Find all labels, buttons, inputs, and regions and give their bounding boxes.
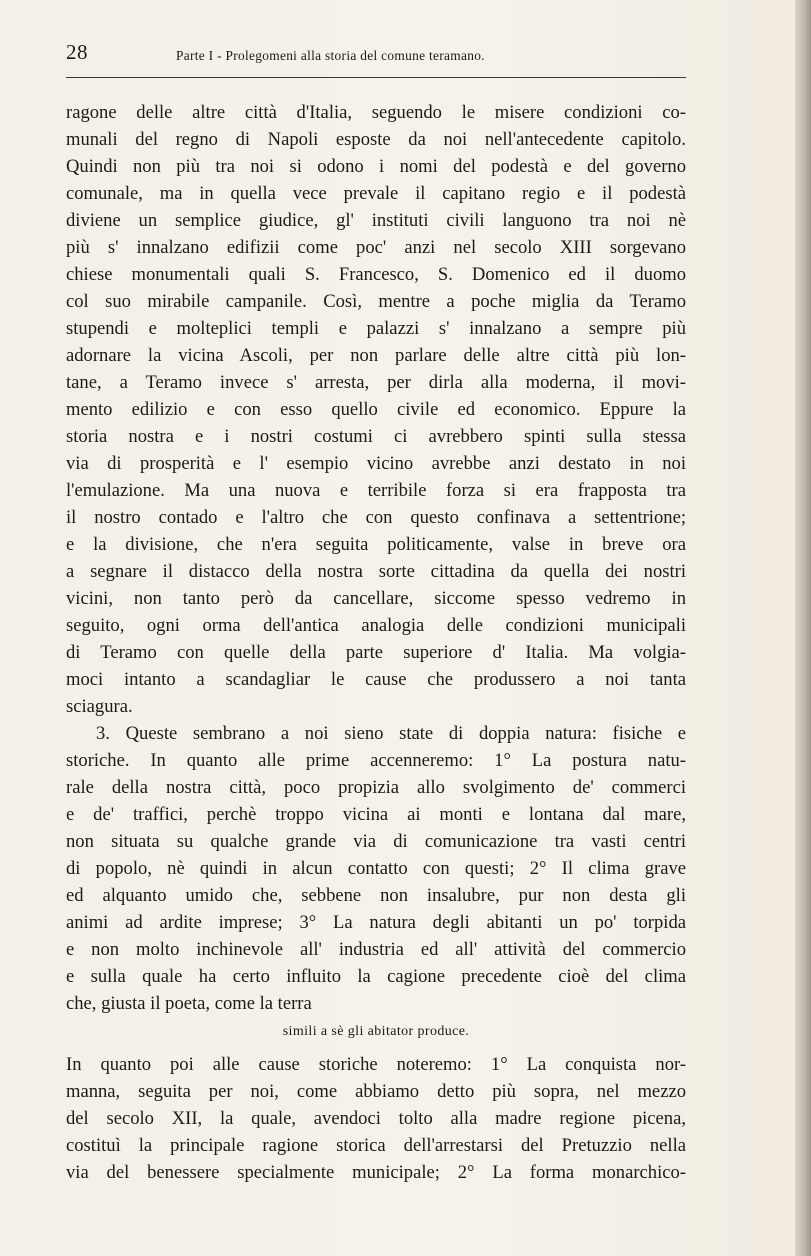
text-line: del secolo XII, la quale, avendoci tolto alla madre regione picena, bbox=[66, 1108, 686, 1129]
body-text bbox=[66, 99, 686, 1186]
paragraph-historical-causes bbox=[66, 1051, 686, 1186]
text-line: più s' innalzano edifizii come poc' anzi nel secolo XIII sorgevano bbox=[66, 237, 686, 258]
text-line: In quanto poi alle cause storiche noteremo: 1° La conquista nor- bbox=[66, 1054, 686, 1075]
text-line: seguito, ogni orma dell'antica analogia delle condizioni municipali bbox=[66, 615, 686, 636]
text-line: di popolo, nè quindi in alcun contatto con questi; 2° Il clima grave bbox=[66, 858, 686, 879]
text-line: storia nostra e i nostri costumi ci avrebbero spinti sulla stessa bbox=[66, 426, 686, 447]
text-line: Quindi non più tra noi si odono i nomi del podestà e del governo bbox=[66, 156, 686, 177]
text-line: munali del regno di Napoli esposte da noi nell'antecedente capitolo. bbox=[66, 129, 686, 150]
text-line: e sulla quale ha certo influito la cagione precedente cioè del clima bbox=[66, 966, 686, 987]
text-line: il nostro contado e l'altro che con questo confinava a settentrione; bbox=[66, 507, 686, 528]
verse-quotation: simili a sè gli abitator produce. bbox=[282, 1024, 470, 1039]
text-line: via di prosperità e l' esempio vicino avrebbe anzi destato in noi bbox=[66, 453, 686, 474]
text-line: mento edilizio e con esso quello civile ed economico. Eppure la bbox=[66, 399, 686, 420]
text-line: l'emulazione. Ma una nuova e terribile forza si era frapposta tra bbox=[66, 480, 686, 501]
text-line: ragone delle altre città d'Italia, seguendo le misere condizioni co- bbox=[66, 102, 686, 123]
page-edge bbox=[795, 0, 811, 1256]
page-number: 28 bbox=[66, 40, 88, 64]
text-line: manna, seguita per noi, come abbiamo detto più sopra, nel mezzo bbox=[66, 1081, 686, 1102]
text-line: comunale, ma in quella vece prevale il capitano regio e il podestà bbox=[66, 183, 686, 204]
text-line: adornare la vicina Ascoli, per non parlare delle altre città più lon- bbox=[66, 345, 686, 366]
text-line: 3. Queste sembrano a noi sieno state di doppia natura: fisiche e bbox=[96, 723, 686, 744]
text-line: di Teramo con quelle della parte superiore d' Italia. Ma volgia- bbox=[66, 642, 686, 663]
text-line: stupendi e molteplici templi e palazzi s' innalzano a sempre più bbox=[66, 318, 686, 339]
text-line: vicini, non tanto però da cancellare, siccome spesso vedremo in bbox=[66, 588, 686, 609]
text-line: ed alquanto umido che, sebbene non insalubre, pur non desta gli bbox=[66, 885, 686, 906]
text-line: moci intanto a scandagliar le cause che produssero a noi tanta bbox=[66, 669, 686, 690]
text-line: storiche. In quanto alle prime accenneremo: 1° La postura natu- bbox=[66, 750, 686, 771]
text-line: rale della nostra città, poco propizia allo svolgimento de' commerci bbox=[66, 777, 686, 798]
paragraph-section-3 bbox=[66, 720, 686, 1017]
text-line: e la divisione, che n'era seguita politicamente, valse in breve ora bbox=[66, 534, 686, 555]
text-line: diviene un semplice giudice, gl' instituti civili languono tra noi nè bbox=[66, 210, 686, 231]
text-line: tane, a Teramo invece s' arresta, per dirla alla moderna, il movi- bbox=[66, 372, 686, 393]
text-line: che, giusta il poeta, come la terra bbox=[66, 993, 312, 1014]
page-header bbox=[66, 38, 686, 74]
text-line: e non molto inchinevole all' industria ed all' attività del commercio bbox=[66, 939, 686, 960]
text-line: non situata su qualche grande via di comunicazione tra vasti centri bbox=[66, 831, 686, 852]
text-line: sciagura. bbox=[66, 696, 133, 717]
text-line: e de' traffici, perchè troppo vicina ai monti e lontana dal mare, bbox=[66, 804, 686, 825]
text-line: col suo mirabile campanile. Così, mentre a poche miglia da Teramo bbox=[66, 291, 686, 312]
text-line: costituì la principale ragione storica dell'arrestarsi del Pretuzzio nella bbox=[66, 1135, 686, 1156]
paragraph-continued bbox=[66, 99, 686, 720]
running-head: Parte I - Prolegomeni alla storia del comune teramano. bbox=[176, 48, 485, 63]
text-line: a segnare il distacco della nostra sorte cittadina da quella dei nostri bbox=[66, 561, 686, 582]
text-line: chiese monumentali quali S. Francesco, S. Domenico ed il duomo bbox=[66, 264, 686, 285]
header-rule bbox=[66, 77, 686, 78]
text-line: via del benessere specialmente municipale; 2° La forma monarchico- bbox=[66, 1162, 686, 1183]
text-line: animi ad ardite imprese; 3° La natura degli abitanti un po' torpida bbox=[66, 912, 686, 933]
